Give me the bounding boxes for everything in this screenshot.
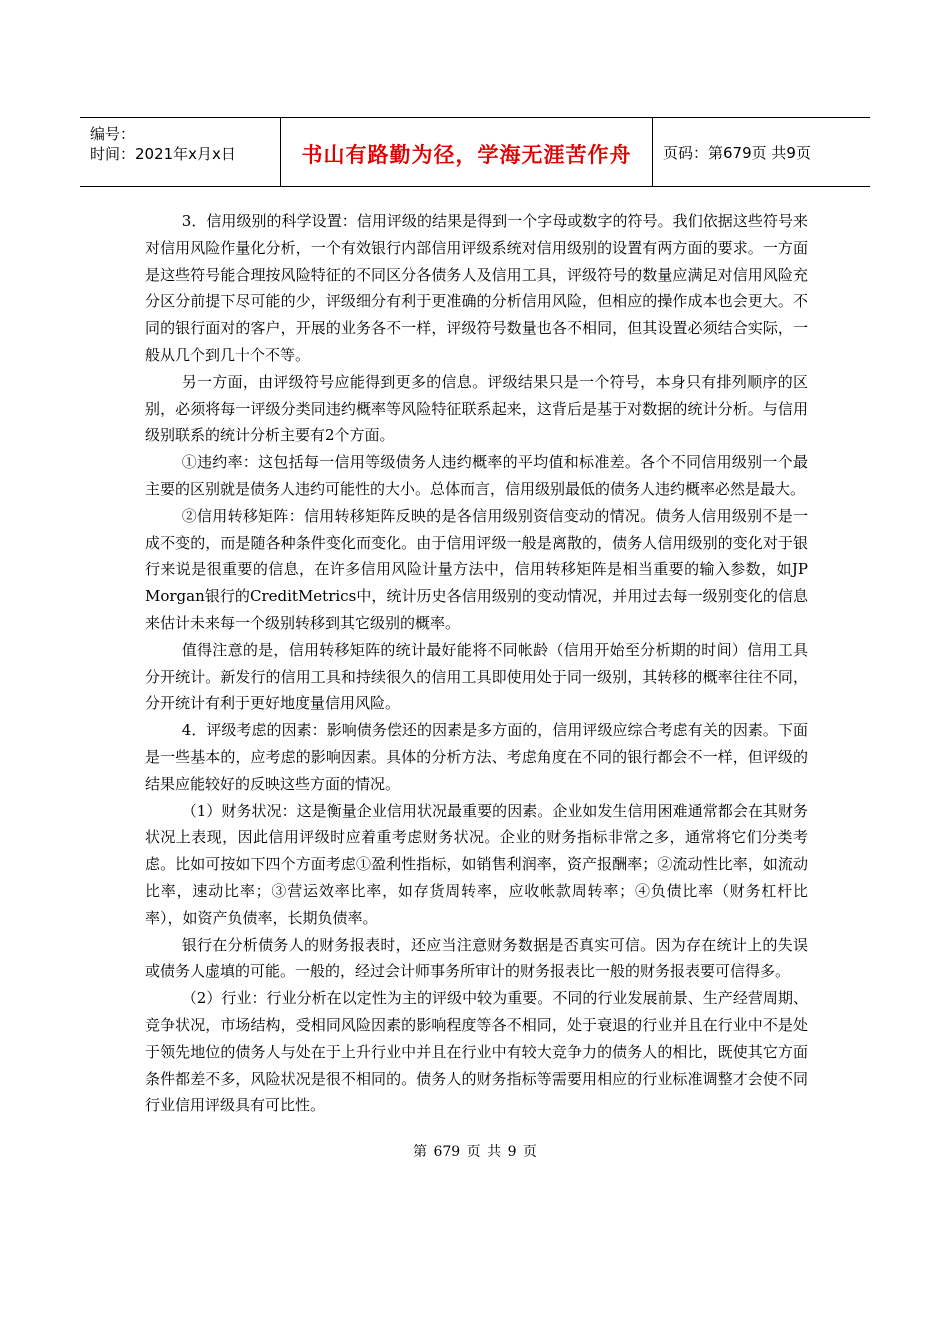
time-label: 时间：2021年x月x日 bbox=[90, 145, 236, 163]
paragraph: （1）财务状况：这是衡量企业信用状况最重要的因素。企业如发生信用困难通常都会在其财务状况上表现，因此信用评级时应着重考虑财务状况。企业的财务指标非常之多，通常将它们分类考虑。比如可按如下四个方面考虑①盈利性指标，如销售利润率，资产报酬率；②流动性比率，如流动比率，速动比率；③营运效率比率，如存货周转率，应收帐款周转率；④负债比率（财务杠杆比率），如资产负债率，长期负债率。 bbox=[145, 801, 808, 927]
number-label: 编号： bbox=[90, 125, 136, 143]
paragraph: ②信用转移矩阵：信用转移矩阵反映的是各信用级别资信变动的情况。债务人信用级别不是一成不变的，而是随各种条件变化而变化。由于信用评级一般是离散的，债务人信用级别的变化对于银行来说是很重要的信息，在许多信用风险计量方法中，信用转移矩阵是相当重要的输入参数，如JP Morgan银行的CreditMetrics中，统计历史各信用级别的变动情况，并用过去每一级别变化的信息来估计未来每一个级别转移到其它级别的概率。 bbox=[145, 506, 808, 632]
paragraph: 银行在分析债务人的财务报表时，还应当注意财务数据是否真实可信。因为存在统计上的失误或债务人虚填的可能。一般的，经过会计师事务所审计的财务报表比一般的财务报表要可信得多。 bbox=[145, 935, 808, 981]
paragraph: （2）行业：行业分析在以定性为主的评级中较为重要。不同的行业发展前景、生产经营周期、竞争状况，市场结构，受相同风险因素的影响程度等各不相同，处于衰退的行业并且在行业中不是处于领先地位的债务人与处在于上升行业中并且在行业中有较大竞争力的债务人的相比，既使其它方面条件都差不多，风险状况是很不相同的。债务人的财务指标等需要用相应的行业标准调整才会使不同行业信用评级具有可比性。 bbox=[145, 989, 808, 1115]
document-body bbox=[145, 208, 808, 1119]
header-meta bbox=[80, 118, 281, 186]
paragraph: 另一方面，由评级符号应能得到更多的信息。评级结果只是一个符号，本身只有排列顺序的区别，必须将每一评级分类同违约概率等风险特征联系起来，这背后是基于对数据的统计分析。与信用级别联系的统计分析主要有2个方面。 bbox=[145, 372, 808, 445]
paragraph: 值得注意的是，信用转移矩阵的统计最好能将不同帐龄（信用开始至分析期的时间）信用工具分开统计。新发行的信用工具和持续很久的信用工具即使用处于同一级别，其转移的概率往往不同，分开统计有利于更好地度量信用风险。 bbox=[145, 640, 808, 713]
paragraph: ①违约率：这包括每一信用等级债务人违约概率的平均值和标准差。各个不同信用级别一个最主要的区别就是债务人违约可能性的大小。总体而言，信用级别最低的债务人违约概率必然是最大。 bbox=[145, 453, 808, 498]
paragraph: 3．信用级别的科学设置：信用评级的结果是得到一个字母或数字的符号。我们依据这些符号来对信用风险作量化分析，一个有效银行内部信用评级系统对信用级别的设置有两方面的要求。一方面是这些符号能合理按风险特征的不同区分各债务人及信用工具，评级符号的数量应满足对信用风险充分区分前提下尽可能的少，评级细分有利于更准确的分析信用风险，但相应的操作成本也会更大。不同的银行面对的客户，开展的业务各不一样，评级符号数量也各不相同，但其设置必须结合实际，一般从几个到几十个不等。 bbox=[145, 212, 808, 364]
document-header bbox=[80, 117, 870, 187]
paragraph: 4．评级考虑的因素：影响债务偿还的因素是多方面的，信用评级应综合考虑有关的因素。下面是一些基本的，应考虑的影响因素。具体的分析方法、考虑角度在不同的银行都会不一样，但评级的结果应能较好的反映这些方面的情况。 bbox=[145, 721, 808, 793]
header-page-code: 页码：第679页 共9页 bbox=[663, 143, 811, 162]
page-footer: 第 679 页 共 9 页 bbox=[413, 1144, 537, 1160]
header-motto: 书山有路勤为径，学海无涯苦作舟 bbox=[281, 118, 653, 186]
